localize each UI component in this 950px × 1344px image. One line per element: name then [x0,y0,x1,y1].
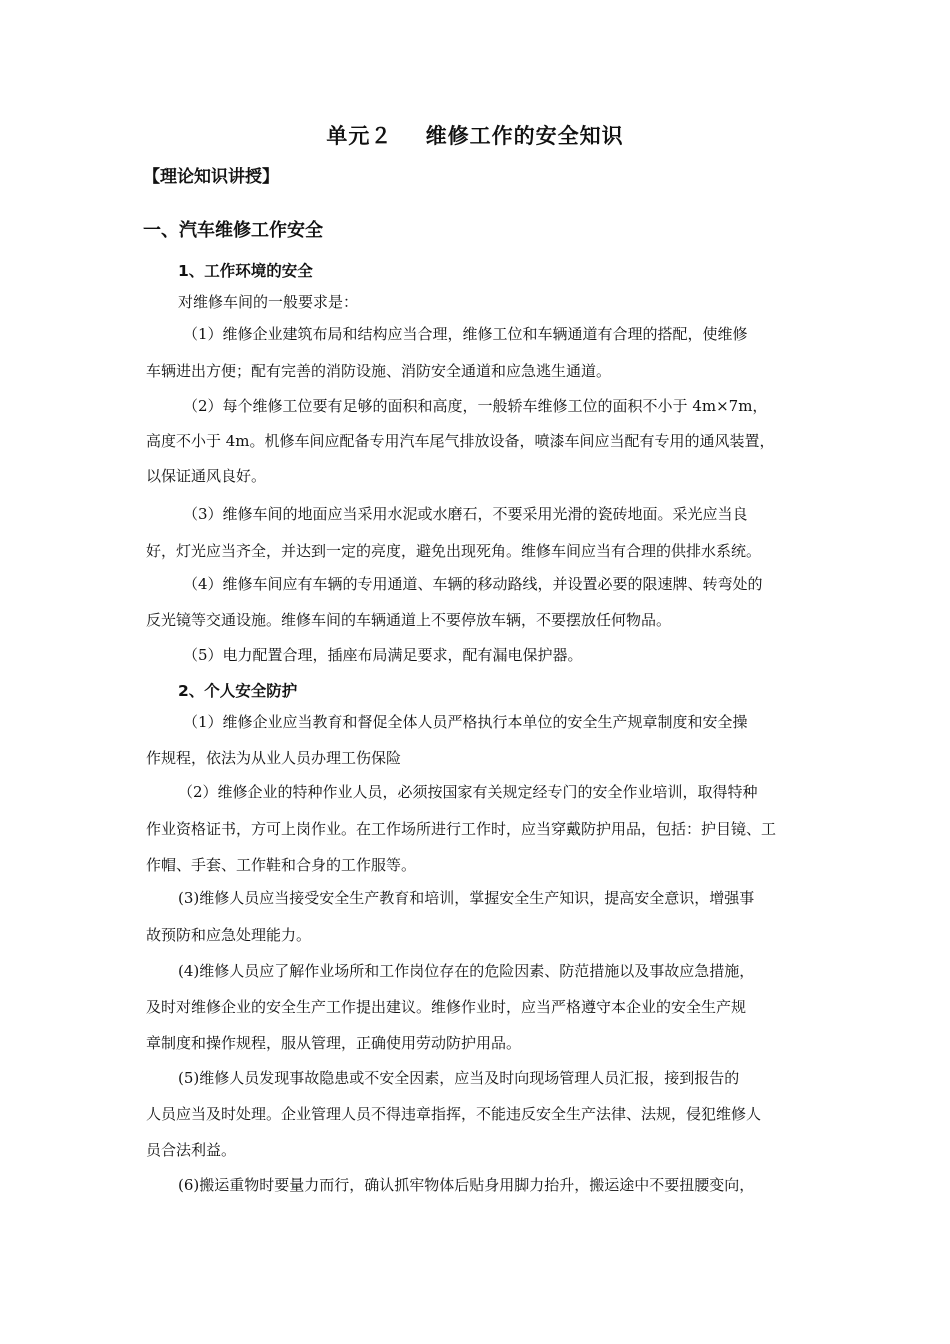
paragraph-line: 高度不小于 4m。机修车间应配备专用汽车尾气排放设备，喷漆车间应当配有专用的通风装置， [146,432,775,450]
paragraph-line: (4)维修人员应了解作业场所和工作岗位存在的危险因素、防范措施以及事故应急措施， [178,962,755,980]
paragraph-line: 反光镜等交通设施。维修车间的车辆通道上不要停放车辆，不要摆放任何物品。 [146,611,672,629]
paragraph-line: (3)维修人员应当接受安全生产教育和培训，掌握安全生产知识，提高安全意识，增强事 [178,889,755,907]
paragraph-line: 章制度和操作规程，服从管理，正确使用劳动防护用品。 [146,1034,522,1052]
paragraph-line: 故预防和应急处理能力。 [146,926,312,944]
paragraph-line: （2）每个维修工位要有足够的面积和高度，一般轿车维修工位的面积不小于 4m×7m， [183,397,768,415]
paragraph-line: 以保证通风良好。 [146,467,267,485]
subheading-1: 1、工作环境的安全 [178,262,313,280]
intro-text: 对维修车间的一般要求是： [178,293,359,311]
paragraph-line: （1）维修企业建筑布局和结构应当合理，维修工位和车辆通道有合理的搭配，使维修 [183,325,748,343]
document-title: 单元２ 维修工作的安全知识 [326,124,624,148]
subheading-2: 2、个人安全防护 [178,682,298,700]
paragraph-line: （1）维修企业应当教育和督促全体人员严格执行本单位的安全生产规章制度和安全操 [183,713,748,731]
paragraph-line: 好，灯光应当齐全，并达到一定的亮度，避免出现死角。维修车间应当有合理的供排水系统。 [146,542,762,560]
paragraph-line: （4）维修车间应有车辆的专用通道、车辆的移动路线，并设置必要的限速牌、转弯处的 [183,575,763,593]
heading-1: 一、汽车维修工作安全 [143,220,323,241]
paragraph-line: (5)维修人员发现事故隐患或不安全因素，应当及时向现场管理人员汇报，接到报告的 [178,1069,740,1087]
paragraph-line: 人员应当及时处理。企业管理人员不得违章指挥，不能违反安全生产法律、法规，侵犯维修人 [146,1105,762,1123]
paragraph-line: （5）电力配置合理，插座布局满足要求，配有漏电保护器。 [183,646,583,664]
section-label: 【理论知识讲授】 [143,167,279,187]
paragraph-line: 员合法利益。 [146,1141,237,1159]
paragraph-line: (6)搬运重物时要量力而行，确认抓牢物体后贴身用脚力抬升，搬运途中不要扭腰变向， [178,1176,755,1194]
paragraph-line: 车辆进出方便；配有完善的消防设施、消防安全通道和应急逃生通道。 [146,362,612,380]
paragraph-line: 及时对维修企业的安全生产工作提出建议。维修作业时，应当严格遵守本企业的安全生产规 [146,998,747,1016]
paragraph-line: 作规程，依法为从业人员办理工伤保险 [146,749,402,767]
paragraph-line: （2）维修企业的特种作业人员，必须按国家有关规定经专门的安全作业培训，取得特种 [178,783,758,801]
paragraph-line: （3）维修车间的地面应当采用水泥或水磨石，不要采用光滑的瓷砖地面。采光应当良 [183,505,748,523]
paragraph-line: 作帽、手套、工作鞋和合身的工作服等。 [146,856,417,874]
paragraph-line: 作业资格证书，方可上岗作业。在工作场所进行工作时，应当穿戴防护用品，包括：护目镜、工 [146,820,777,838]
